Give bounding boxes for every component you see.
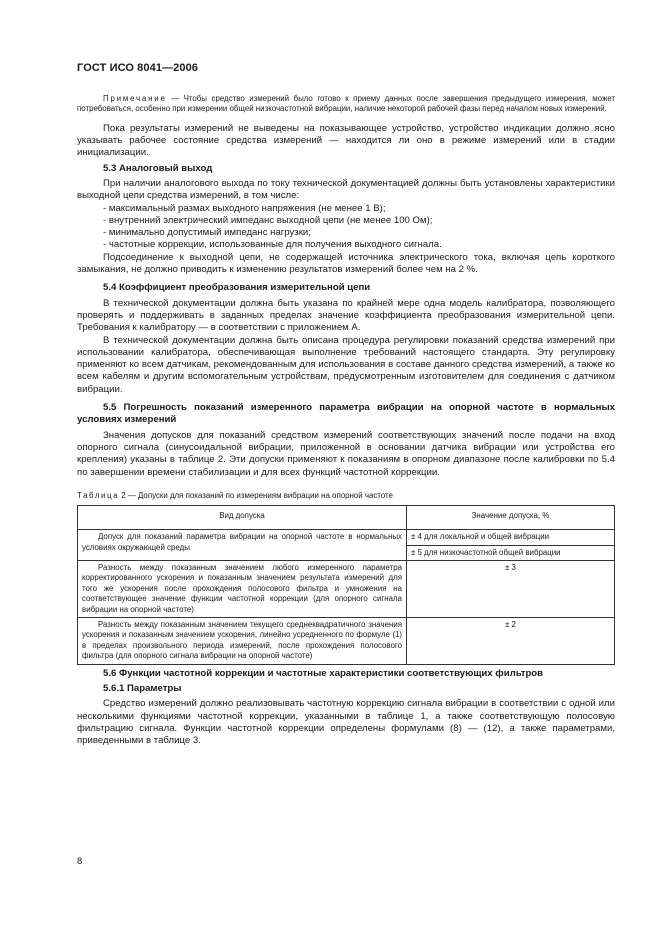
section-5-4-paragraph-2: В технической документации должна быть описана процедура регулировки показаний средства измерений при использовании калибратора, обеспечивающая выполнение требований настоящего стандарта. Эту регулировку применяют ко всем датчикам, рекомендованным для использования в составе данного средства измерений, а также ко всем кабелям и другим вспомогательным устройствам, предусмотренным изготовителем для соединения с датчиком вибрации. [77, 334, 615, 395]
document-header: ГОСТ ИСО 8041—2006 [77, 62, 199, 74]
table-row [78, 618, 615, 665]
table-cell: ± 2 [407, 618, 615, 665]
section-5-4-heading: 5.4 Коэффициент преобразования измерительной цепи [103, 282, 371, 294]
section-5-3-tail: Подсоединение к выходной цепи, не содержащей источника электрического тока, включая цепь короткого замыкания, не должно приводить к изменению результатов измерений более чем на 2 %. [77, 251, 615, 276]
table-header-row [78, 505, 615, 529]
table-cell: ± 3 [407, 561, 615, 618]
list-item: - минимально допустимый импеданс нагрузки; [103, 227, 311, 239]
list-item: - внутренний электрический импеданс выходной цепи (не менее 100 Ом); [103, 214, 433, 226]
section-5-6-heading: 5.6 Функции частотной коррекции и частотные характеристики соответствующих фильтров [103, 667, 544, 679]
cell-text: Разность между показанным значением любого измеренного параметра корректированного ускорения и показанным значением результата измерений для того же ускорения после прохождения полосового фильтра и умножения на соответствующее значение функции частотной коррекции (для опорного сигнала вибрации на опорной частоте) [82, 563, 402, 614]
section-5-3-intro: При наличии аналогового выхода по току технической документацией должны быть установлены характеристики выходной цепи средства измерений, в том числе: [77, 178, 615, 202]
indication-paragraph: Пока результаты измерений не выведены на показывающее устройство, устройство индикации должно ясно указывать рабочее состояние средства измерений — находится ли оно в режиме измерений или в стадии инициализации. [77, 122, 615, 159]
section-5-6-1-paragraph: Средство измерений должно реализовывать частотную коррекцию сигнала вибрации в соответствии с одной или несколькими функциями частотной коррекции, указанными в таблице 1, а также соответствующую полосовую фильтрацию сигнала. Функции частотной коррекции определены формулами (8) — (12), а также параметрами, приведенными в таблице 3. [77, 698, 615, 747]
table-2-caption [77, 491, 615, 501]
section-5-5-heading: 5.5 Погрешность показаний измеренного параметра вибрации на опорной частоте в нормальных условиях измерений [77, 402, 615, 426]
table-row [78, 561, 615, 618]
table-cell [78, 530, 407, 561]
table-caption-lead: Таблица [77, 490, 120, 500]
table-cell: ± 5 для низкочастотной общей вибрации [407, 545, 615, 560]
output-characteristics-list [77, 203, 615, 252]
tolerance-table [77, 505, 615, 665]
cell-text: Разность между показанным значением текущего среднеквадратичного значения ускорения и показанным значением ускорения, линейно усредненного по формуле (1) в пределах произвольного периода измерений, после прохождения полосового фильтра (для опорного сигнала вибрации на опорной частоте) [82, 620, 402, 661]
page-content [77, 94, 615, 747]
page-number: 8 [77, 856, 83, 867]
section-5-3-heading: 5.3 Аналоговый выход [103, 162, 213, 174]
list-item: - частотные коррекции, использованные для получения выходного сигнала. [103, 239, 442, 251]
table-cell [78, 561, 407, 618]
column-header-tolerance-value: Значение допуска, % [407, 505, 615, 529]
table-cell: ± 4 для локальной и общей вибрации [407, 530, 615, 545]
table-cell [78, 618, 407, 665]
table-row [78, 530, 615, 545]
section-5-5-paragraph: Значения допусков для показаний средством измерений соответствующих значений после подачи на вход опорного сигнала (синусоидальной вибрации, приложенной в основании датчика вибрации или устройства его крепления) указаны в таблице 2. Эти допуски применяют к показаниям в опорном диапазоне после калибровки по 5.4 по завершении времени стабилизации и для всех функций частотной коррекции. [77, 429, 615, 478]
table-caption-text: 2 — Допуски для показаний по измерениям вибрации на опорной частоте [119, 490, 393, 500]
note-lead: Примечание [103, 94, 167, 103]
section-5-4-paragraph-1: В технической документации должна быть указана по крайней мере одна модель калибратора, позволяющего проверять и поддерживать в заданных пределах значение коэффициента преобразования измерительной цепи. Требования к калибратору — в соответствии с приложением А. [77, 297, 615, 334]
note-text: — Чтобы средство измерений было готово к приему данных после завершения предыдущего измерения, может потребоваться, особенно при измерении общей низкочастотной вибрации, наличие некоторой рабочей фазы перед началом новых измерений. [77, 94, 615, 114]
section-5-6-1-heading: 5.6.1 Параметры [103, 683, 182, 694]
column-header-tolerance-type: Вид допуска [78, 505, 407, 529]
cell-text: Допуск для показаний параметра вибрации на опорной частоте в нормальных условиях окружающей среды [82, 532, 402, 552]
note-paragraph [77, 94, 615, 115]
list-item: - максимальный размах выходного напряжения (не менее 1 В); [103, 202, 386, 214]
